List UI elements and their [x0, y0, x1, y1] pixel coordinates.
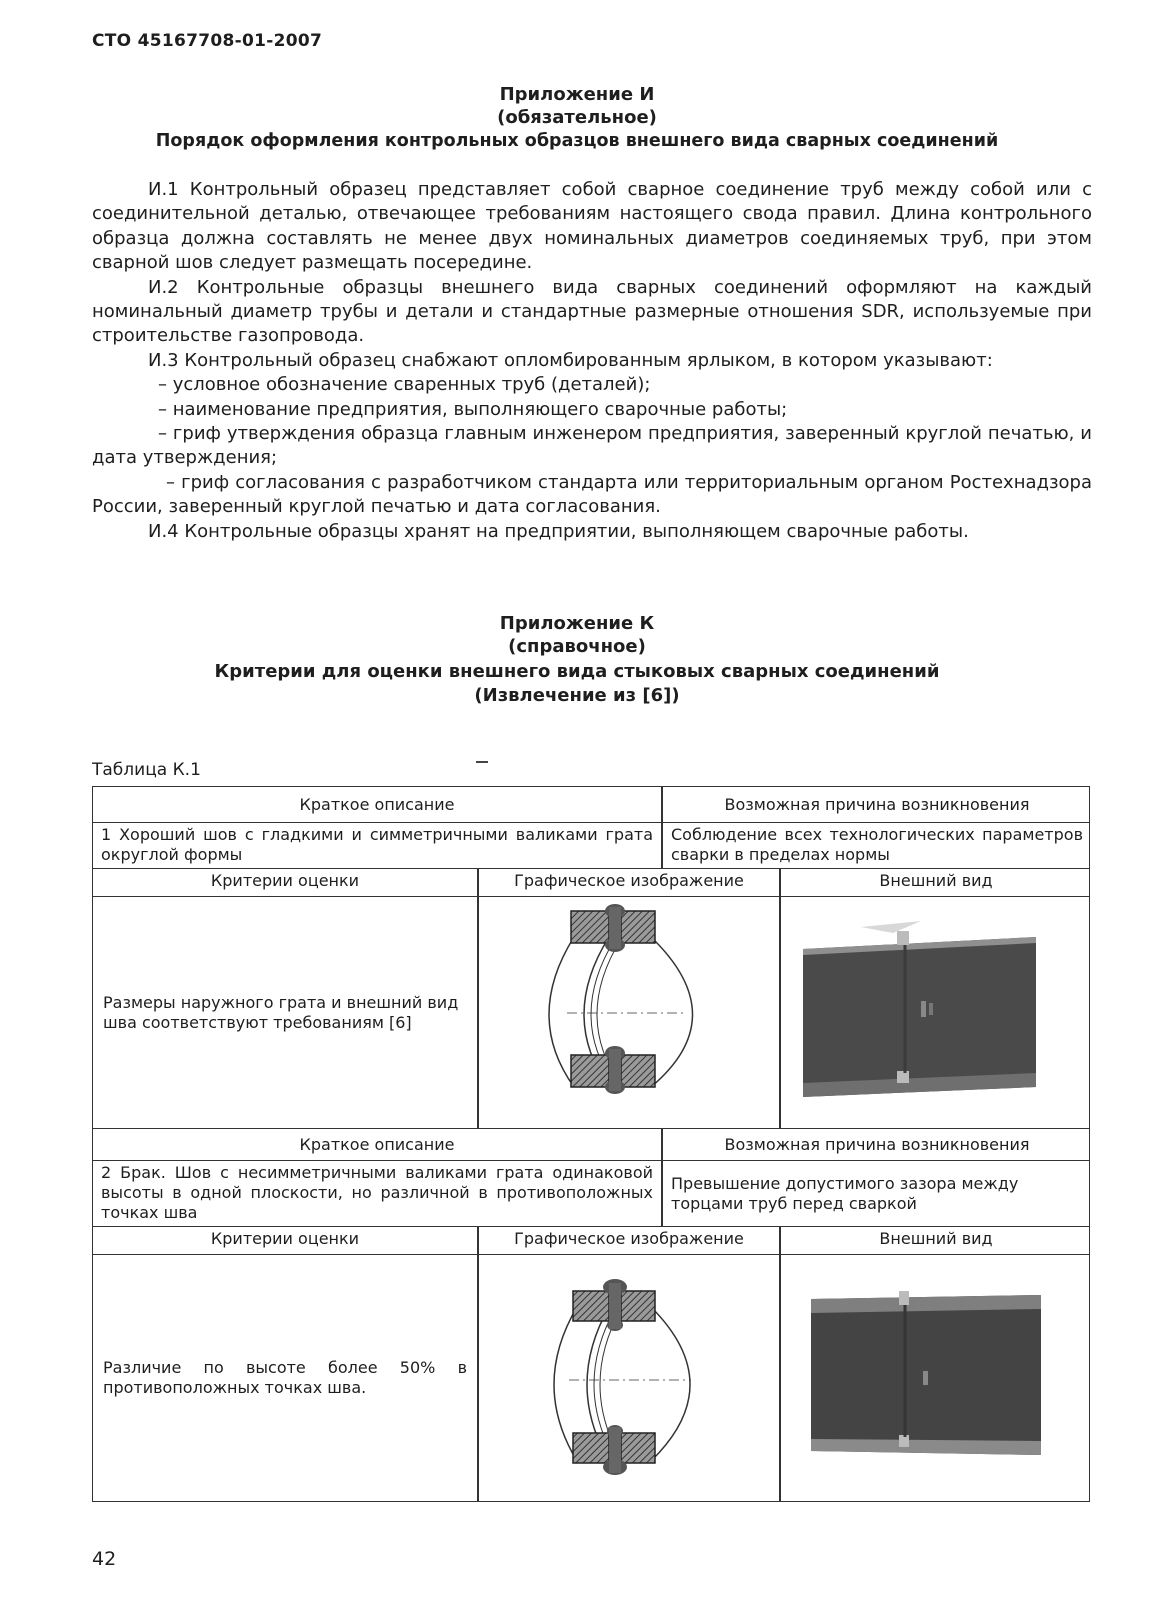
- header-criteria: Критерии оценки: [210, 1229, 360, 1248]
- row2-criteria-cell: [93, 1255, 477, 1501]
- document-code: СТО 45167708-01-2007: [92, 31, 323, 51]
- appendix-k-source: (Извлечение из [6]): [474, 685, 680, 706]
- header-short-description: Краткое описание: [299, 1134, 455, 1154]
- paragraph-i2: И.2 Контрольные образцы внешнего вида сварных соединений оформляют на каждый номинальный диаметр трубы и детали и стандартные размерные отношения SDR, используемые при строительстве газопровода.: [92, 276, 1092, 347]
- table-caption: Таблица К.1: [92, 760, 201, 780]
- appendix-k-status: (справочное): [508, 636, 646, 657]
- table-row: [92, 1254, 1090, 1502]
- appendix-i-status: (обязательное): [497, 107, 657, 128]
- row1-pipe-photo: [781, 897, 1091, 1128]
- row2-description: 2 Брак. Шов с несимметричными валиками грата одинаковой высоты в одной плоскости, но различной в противоположных точках шва: [101, 1163, 653, 1222]
- appendix-k-heading: Критерии для оценки внешнего вида стыковых сварных соединений: [214, 661, 940, 682]
- header-criteria: Критерии оценки: [210, 871, 360, 890]
- list-item: – условное обозначение сваренных труб (деталей);: [158, 374, 651, 396]
- table-row: [92, 822, 1090, 868]
- appendix-k-title: Приложение К: [499, 613, 655, 634]
- row1-description: 1 Хороший шов с гладкими и симметричными валиками грата округлой формы: [101, 825, 653, 864]
- row1-weld-diagram: [479, 897, 779, 1128]
- table-row: [92, 896, 1090, 1128]
- table-header-row: [92, 1128, 1090, 1160]
- table-subheader-row: [92, 868, 1090, 896]
- table-header-row: [92, 786, 1090, 822]
- appendix-i-heading: Порядок оформления контрольных образцов внешнего вида сварных соединений: [155, 131, 999, 151]
- header-possible-cause: Возможная причина возникновения: [724, 794, 1030, 814]
- table-row: [92, 1160, 1090, 1226]
- header-appearance: Внешний вид: [879, 1229, 993, 1248]
- row2-cause-cell: [663, 1161, 1091, 1226]
- paragraph-i3: И.3 Контрольный образец снабжают опломбированным ярлыком, в котором указывают:: [148, 349, 993, 371]
- row2-weld-diagram: [479, 1255, 779, 1501]
- row2-pipe-photo: [781, 1255, 1091, 1501]
- caption-mark: [476, 761, 488, 763]
- list-item: – гриф утверждения образца главным инженером предприятия, заверенный круглой печатью, и дата утверждения;: [92, 423, 1092, 469]
- appendix-i-body: [92, 178, 1092, 544]
- paragraph-i1: И.1 Контрольный образец представляет собой сварное соединение труб между собой или с соединительной деталью, отвечающее требованиям настоящего свода правил. Длина контрольного образца должна составлять не менее двух номинальных диаметров соединяемых труб, при этом сварной шов следует размещать посередине.: [92, 179, 1092, 274]
- header-graphic: Графическое изображение: [514, 871, 744, 890]
- header-appearance: Внешний вид: [879, 871, 993, 890]
- row2-cause: Превышение допустимого зазора между торцами труб перед сваркой: [671, 1173, 1019, 1213]
- row1-criteria-cell: [93, 897, 477, 1128]
- paragraph-i4: И.4 Контрольные образцы хранят на предприятии, выполняющем сварочные работы.: [148, 520, 969, 542]
- list-item: – наименование предприятия, выполняющего сварочные работы;: [158, 398, 788, 420]
- header-short-description: Краткое описание: [299, 794, 455, 814]
- row2-criteria: Различие по высоте более 50% в противоположных точках шва.: [103, 1358, 467, 1397]
- header-graphic: Графическое изображение: [514, 1229, 744, 1248]
- page-number: 42: [92, 1548, 117, 1570]
- list-item: – гриф согласования с разработчиком стандарта или территориальным органом Ростехнадзора России, заверенный круглой печатью и дата согласования.: [92, 471, 1092, 518]
- row1-cause: Соблюдение всех технологических параметров сварки в пределах нормы: [671, 825, 1083, 864]
- row1-criteria: Размеры наружного грата и внешний вид шва соответствуют требованиям [6]: [103, 992, 459, 1032]
- table-subheader-row: [92, 1226, 1090, 1254]
- appendix-i-title: Приложение И: [499, 84, 655, 105]
- header-possible-cause: Возможная причина возникновения: [724, 1134, 1030, 1154]
